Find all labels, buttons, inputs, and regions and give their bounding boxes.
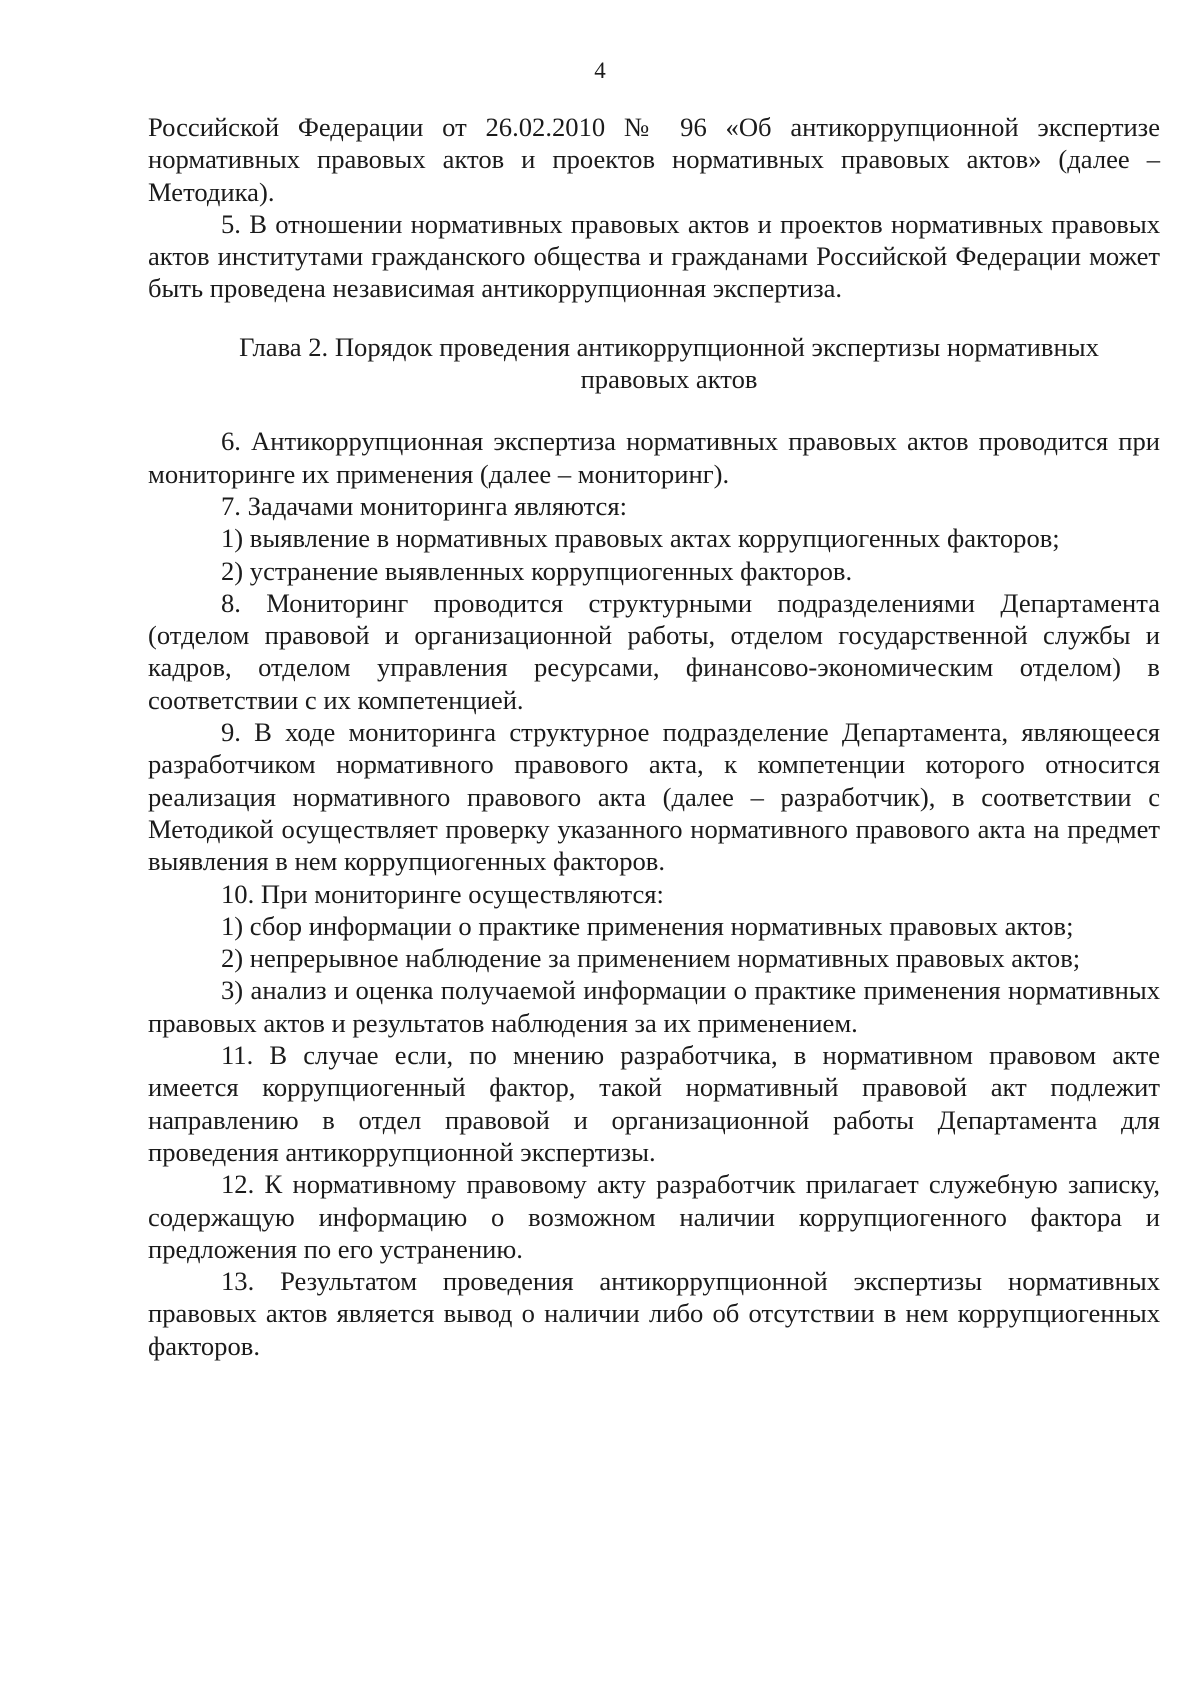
paragraph: 5. В отношении нормативных правовых актов и проектов нормативных правовых актов институтами гражданского общества и гражданами Российской Федерации может быть проведена независимая антикоррупционная экспертиза. bbox=[148, 208, 1160, 304]
paragraph: 6. Антикоррупционная экспертиза нормативных правовых актов проводится при мониторинге их применения (далее – мониторинг). bbox=[148, 426, 1160, 489]
list-item: 1) выявление в нормативных правовых актах коррупциогенных факторов; bbox=[221, 523, 1060, 554]
list-item: 2) устранение выявленных коррупциогенных факторов. bbox=[221, 555, 853, 586]
list-item: 1) сбор информации о практике применения нормативных правовых актов; bbox=[221, 910, 1074, 941]
document-body bbox=[148, 111, 1160, 1362]
paragraph: 12. К нормативному правовому акту разработчик прилагает служебную записку, содержащую информацию о возможном наличии коррупциогенного фактора и предложения по его устранению. bbox=[148, 1169, 1160, 1264]
page-number: 4 bbox=[594, 58, 606, 83]
top-paragraphs bbox=[148, 111, 1160, 305]
paragraph: 8. Мониторинг проводится структурными подразделениями Департамента (отделом правовой и организационной работы, отделом государственной службы и кадров, отделом управления ресурсами, финансово-экономическим отделом) в соответствии с их компетенцией. bbox=[148, 587, 1160, 715]
paragraph: 10. При мониторинге осуществляются: bbox=[221, 878, 664, 909]
paragraph: Российской Федерации от 26.02.2010 № 96 «Об антикоррупционной экспертизе нормативных правовых актов и проектов нормативных правовых актов» (далее – Методика). bbox=[148, 112, 1160, 207]
chapter-heading-line: правовых актов bbox=[580, 364, 758, 395]
list-item: 2) непрерывное наблюдение за применением нормативных правовых актов; bbox=[221, 943, 1081, 974]
list-item: 3) анализ и оценка получаемой информации о практике применения нормативных правовых актов и результатов наблюдения за их применением. bbox=[148, 975, 1160, 1038]
paragraph: 9. В ходе мониторинга структурное подразделение Департамента, являющееся разработчиком нормативного правового акта, к компетенции которого относится реализация нормативного правового акта (далее – разработчик), в соответствии с Методикой осуществляет проверку указанного нормативного правового акта на предмет выявления в нем коррупциогенных факторов. bbox=[148, 717, 1160, 877]
chapter-heading-line: Глава 2. Порядок проведения антикоррупционной экспертизы нормативных bbox=[239, 331, 1099, 362]
paragraph: 13. Результатом проведения антикоррупционной экспертизы нормативных правовых актов является вывод о наличии либо об отсутствии в нем коррупциогенных факторов. bbox=[148, 1266, 1160, 1361]
paragraph: 11. В случае если, по мнению разработчика, в нормативном правовом акте имеется коррупциогенный фактор, такой нормативный правовой акт подлежит направлению в отдел правовой и организационной работы Департамента для проведения антикоррупционной экспертизы. bbox=[148, 1040, 1160, 1167]
main-paragraphs bbox=[148, 425, 1160, 1362]
paragraph: 7. Задачами мониторинга являются: bbox=[221, 490, 627, 521]
chapter-heading bbox=[148, 331, 1160, 396]
